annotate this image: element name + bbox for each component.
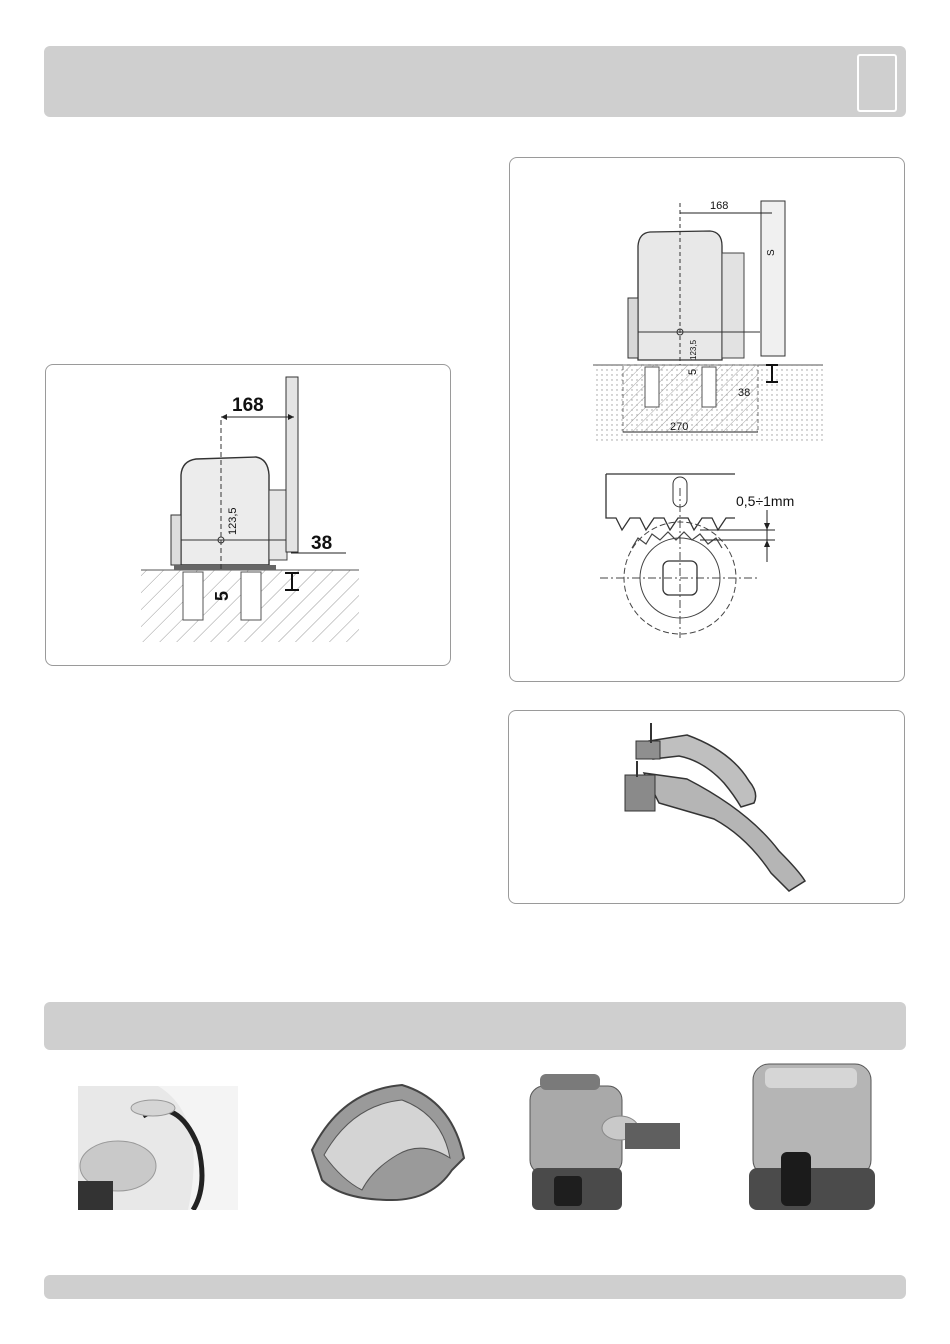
dimension-label: 270 (670, 421, 689, 433)
dimension-label: 38 (738, 387, 751, 399)
motor-body (181, 457, 269, 565)
dimension-diagram-panel (509, 157, 905, 682)
dimension-label: 38 (311, 533, 333, 554)
footer-band (44, 1275, 906, 1299)
anchor-bolt (241, 572, 261, 620)
rack-pinion-detail (600, 474, 794, 638)
cover-removal-photo (78, 1086, 238, 1210)
motor-assembled-photo (745, 1060, 877, 1216)
section-band (44, 1002, 906, 1050)
motor-open-photo (520, 1068, 680, 1216)
dimension-label: 168 (710, 200, 729, 212)
anchor-bolt (645, 367, 659, 407)
anchor-bolt (183, 572, 203, 620)
installation-diagram (46, 365, 450, 665)
gear-rack (761, 201, 785, 356)
gap-label: 0,5÷1mm (736, 493, 795, 509)
dimension-diagram (510, 158, 904, 681)
dimension-label: 5 (212, 590, 232, 601)
header-band (44, 46, 906, 117)
dimension-label: 123,5 (689, 339, 698, 360)
dimension-label: 5 (687, 368, 699, 375)
release-lever-illustration (509, 711, 904, 903)
cover-part-photo (302, 1080, 470, 1212)
dimension-label: 123,5 (227, 507, 239, 535)
gear-rack (286, 377, 298, 552)
dimension-label: S (766, 249, 777, 256)
release-lever-panel (508, 710, 905, 904)
installation-diagram-panel (45, 364, 451, 666)
page-marker-box (857, 54, 897, 112)
dimension-label: 168 (232, 395, 264, 416)
anchor-bolt (702, 367, 716, 407)
